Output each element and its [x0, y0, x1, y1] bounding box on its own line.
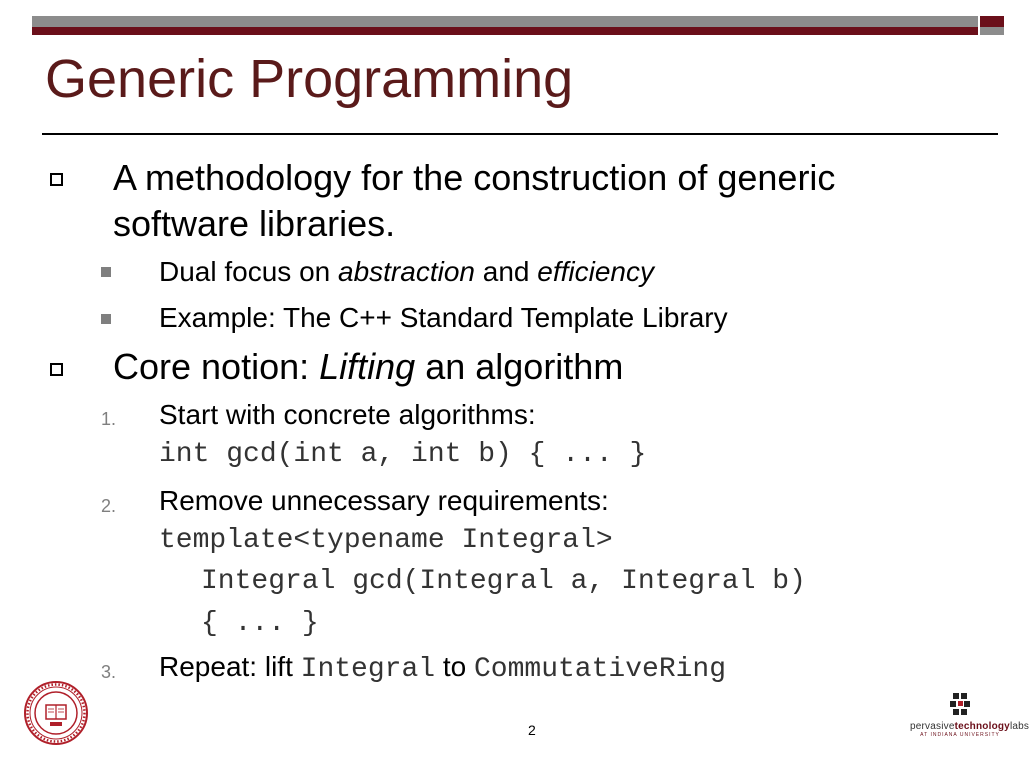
sub-bullet-dual-focus — [159, 255, 654, 289]
emphasis-abstraction: abstraction — [338, 256, 475, 287]
header-bar-red — [32, 27, 978, 35]
sub-bullet-text: and — [474, 256, 538, 287]
hollow-square-bullet-icon — [50, 363, 63, 376]
emphasis-lifting: Lifting — [319, 346, 416, 387]
step-number: 2. — [101, 496, 117, 516]
bullet-2-core-notion — [113, 346, 623, 388]
ptl-subtitle: AT INDIANA UNIVERSITY — [920, 732, 1000, 738]
step-text: to — [435, 651, 474, 682]
filled-square-bullet-icon — [101, 267, 111, 277]
ptl-word-pervasive: pervasive — [910, 721, 955, 732]
code-line: template<typename Integral> — [159, 525, 613, 556]
pervasive-technology-labs-logo — [910, 692, 1029, 738]
step-number: 1. — [101, 409, 117, 429]
ptl-wordmark — [910, 721, 1029, 732]
step-3-text — [159, 650, 726, 687]
inline-code: CommutativeRing — [473, 654, 727, 685]
bullet-text: an algorithm — [415, 346, 624, 387]
ptl-mark-icon — [949, 692, 971, 716]
ptl-word-labs: labs — [1009, 721, 1029, 732]
step-number: 3. — [101, 662, 117, 682]
emphasis-efficiency: efficiency — [537, 256, 654, 287]
step-text: Repeat: lift — [159, 651, 301, 682]
bullet-1-line-1: A methodology for the construction of generic — [113, 157, 836, 198]
step-2-text: Remove unnecessary requirements: — [159, 485, 609, 516]
header-bar-gray — [32, 16, 978, 27]
indiana-university-seal-logo — [24, 681, 88, 750]
code-line: { ... } — [201, 608, 319, 639]
sub-bullet-text: Dual focus on — [159, 256, 338, 287]
title-divider — [42, 133, 998, 135]
step-1-text: Start with concrete algorithms: — [159, 399, 536, 430]
filled-square-bullet-icon — [101, 314, 111, 324]
hollow-square-bullet-icon — [50, 173, 63, 186]
bullet-1-line-2: software libraries. — [113, 203, 396, 244]
header-square-red — [980, 16, 1004, 27]
code-line: int gcd(int a, int b) { ... } — [159, 439, 647, 470]
ptl-word-technology: technology — [954, 721, 1010, 732]
slide-title: Generic Programming — [45, 49, 574, 109]
inline-code: Integral — [300, 654, 436, 685]
header-square-gray — [980, 27, 1004, 35]
bullet-text: Core notion: — [113, 346, 320, 387]
code-line: Integral gcd(Integral a, Integral b) — [201, 566, 806, 597]
sub-bullet-stl-example: Example: The C++ Standard Template Library — [159, 302, 728, 333]
page-number: 2 — [528, 722, 536, 738]
